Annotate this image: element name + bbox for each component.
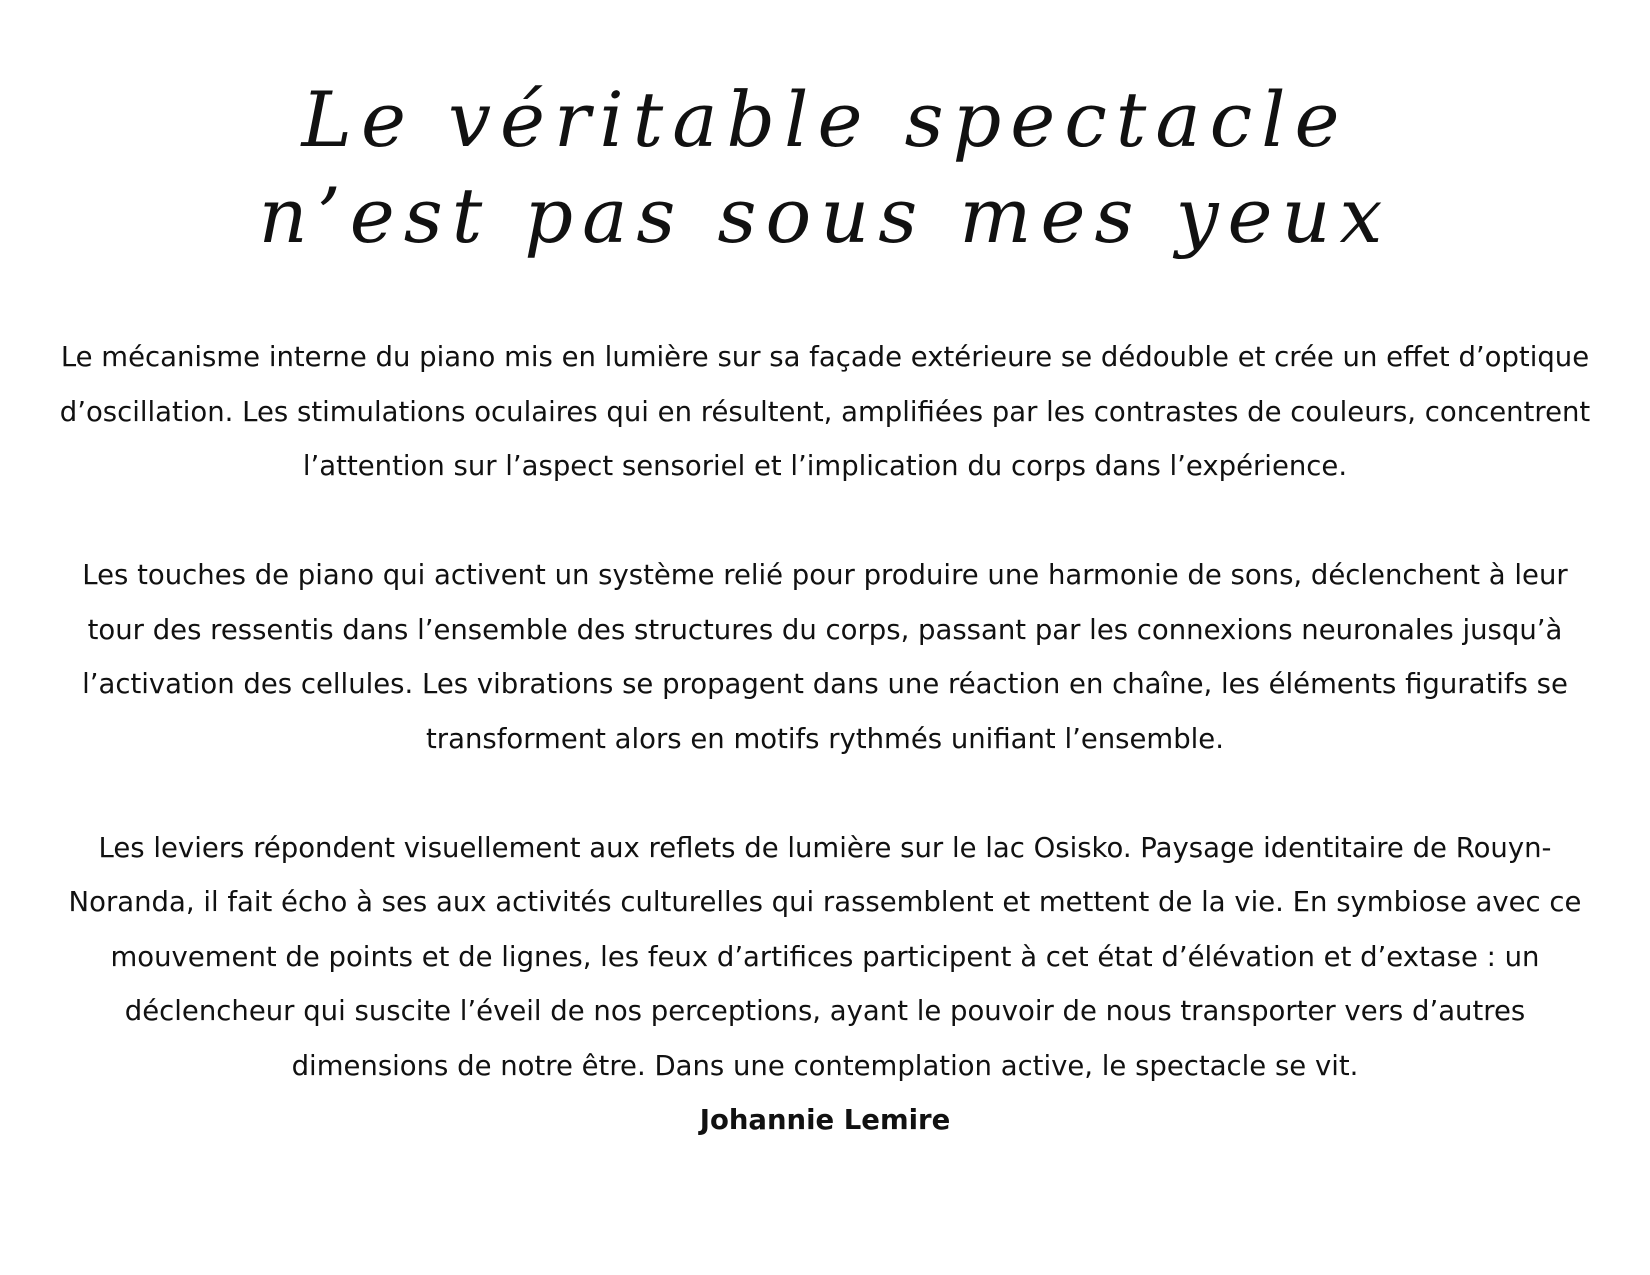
body-text xyxy=(55,330,1595,1148)
title-line-1: Le véritable spectacle xyxy=(301,75,1349,164)
page-title xyxy=(0,72,1650,264)
paragraph-2: Les touches de piano qui activent un système relié pour produire une harmonie de sons, déclenchent à leur tour des ressentis dans l’ensemble des structures du corps, passant par les connexions neuronales jusqu’à l’activation des cellules. Les vibrations se propagent dans une réaction en chaîne, les éléments figuratifs se transforment alors en motifs rythmés unifiant l’ensemble. xyxy=(82,559,1568,755)
title-line-2: n’est pas sous mes yeux xyxy=(258,171,1392,260)
author-signature: Johannie Lemire xyxy=(699,1104,951,1136)
paragraph-3: Les leviers répondent visuellement aux reflets de lumière sur le lac Osisko. Paysage identitaire de Rouyn-Noranda, il fait écho à ses aux activités culturelles qui rassemblent et mettent de la vie. En symbiose avec ce mouvement de points et de lignes, les feux d’artifices participent à cet état d’élévation et d’extase : un déclencheur qui suscite l’éveil de nos perceptions, ayant le pouvoir de nous transporter vers d’autres dimensions de notre être. Dans une contemplation active, le spectacle se vit. xyxy=(68,831,1582,1082)
paragraph-1: Le mécanisme interne du piano mis en lumière sur sa façade extérieure se dédouble et crée un effet d’optique d’oscillation. Les stimulations oculaires qui en résultent, amplifiées par les contrastes de couleurs, concentrent l’attention sur l’aspect sensoriel et l’implication du corps dans l’expérience. xyxy=(59,341,1591,482)
